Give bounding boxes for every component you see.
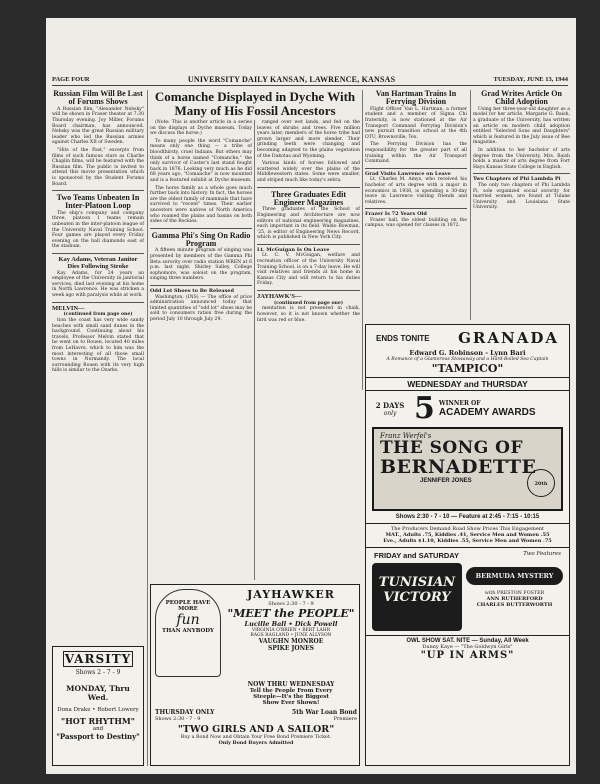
headline-gamma-phi: Gamma Phi's Sing On Radio Program bbox=[151, 230, 251, 249]
headline-mcguigan: Lt. McGuigan Is On Leave bbox=[257, 246, 330, 253]
article-text: ranged over wet lands, and fed on the leaves of shrubs and trees. Five million years later, members of the horse tribe had grown larger and more slender. Their grinding teeth were changing and becoming adapted to the plains vegetation of the Dakotas and Wyoming. bbox=[257, 120, 360, 159]
bond-note: Buy a Bond Now and Obtain Your Free Bond Premiere Ticket. bbox=[180, 735, 332, 740]
ends-tonite: ENDS TONITE bbox=[376, 333, 430, 343]
headline-russian-film: Russian Film Will Be Last of Forums Shows bbox=[53, 89, 143, 107]
masthead bbox=[52, 74, 568, 86]
bermuda-cast-2: ANN RUTHERFORD bbox=[486, 596, 543, 602]
film-bermuda: BERMUDA MYSTERY bbox=[466, 567, 563, 585]
varsity-name: VARSITY bbox=[64, 652, 132, 666]
features-row bbox=[366, 561, 569, 633]
film-title-b: BERNADETTE bbox=[380, 455, 537, 478]
tell-line-1: Tell the People From Every bbox=[249, 688, 333, 694]
price-mat: MAT., Adults .75, Kiddies .41, Service Men and Women .55 bbox=[385, 532, 550, 538]
varsity-film-1: "HOT RHYTHM" bbox=[61, 716, 135, 726]
thursday-shows: Shows 2:30 - 7 - 9 bbox=[155, 716, 201, 722]
owl-cast: Danny Kaye — "The Goldwyn Girls" bbox=[422, 644, 513, 650]
thursday-bond-premiere bbox=[155, 709, 357, 746]
film-up-in-arms: "UP IN ARMS" bbox=[420, 650, 515, 661]
article-text: Kay Adams, for 24 years an employee of the University in janitorial services, died last evening at his home in North Lawrence. He was stricken a week ago with paralysis while at work. bbox=[52, 270, 144, 299]
thursday-only: THURSDAY ONLY bbox=[155, 709, 215, 716]
headline-jayhawks: JAYHAWK'S— bbox=[257, 293, 302, 301]
film-tampico: "TAMPICO" bbox=[431, 362, 504, 375]
granada-name: GRANADA bbox=[458, 329, 559, 347]
headline-grad-writes: Grad Writes Article On Child Adoption bbox=[481, 89, 562, 107]
article-text: "Hits of the Past," excerpts from films of such famous stars as Charlie Chaplin films, will be featured with the Russian film. The public is invited to attend this movie presentation which is sponsored by the Student Forums Board. bbox=[52, 147, 144, 187]
now-text: NOW bbox=[247, 681, 266, 688]
jayhawker-cast-3: VAUGHN MONROE bbox=[258, 638, 324, 645]
awards-number: 5 bbox=[414, 391, 435, 426]
issue-date: TUESDAY, JUNE 13, 1944 bbox=[493, 76, 568, 83]
premiere: Premiere bbox=[333, 716, 357, 722]
varsity-shows: Shows 2 - 7 - 9 bbox=[75, 669, 121, 676]
film-title-a: THE SONG OF bbox=[380, 438, 524, 458]
headline-frazer: Frazer Is 72 Years Old bbox=[365, 211, 427, 218]
varsity-ad bbox=[52, 646, 144, 766]
article-text: Lt. Charles M. Amyx, who received his bachelor of arts degree with a major in economics in 1938, is spending a 30-day leave in Lawrence visiting friends and relatives. bbox=[365, 177, 467, 205]
granada-tagline: A Romance of a Glamorous Stowaway and a Hard-Boiled Sea Captain bbox=[386, 357, 549, 362]
tunisian-victory-panel bbox=[372, 563, 462, 631]
than-text: THAN ANYBODY bbox=[162, 628, 214, 634]
tell-line-2: Steeple—It's the Biggest bbox=[253, 694, 329, 700]
wed-text: WEDNESDAY bbox=[289, 681, 335, 688]
varsity-cast: Dona Drake • Robert Lowery bbox=[57, 707, 139, 713]
jayhawker-cast-2: RAGS RAGLAND • JUNE ALLYSON bbox=[250, 633, 332, 638]
article-text: Flight Officer Van L. Hartman, a former student and a member of Sigma Chi fraternity, is now stationed at the Air Transport Command Ferrying Division's new pursuit transition school at the 4th OTU, Brownsville, Tex. bbox=[365, 106, 467, 140]
studio-logo-icon: 20th bbox=[527, 469, 555, 497]
column-3 bbox=[257, 120, 360, 580]
thru-text: THRU bbox=[267, 681, 288, 688]
headline-van-hartman: Van Hartman Trains In Ferrying Division bbox=[375, 89, 457, 107]
paper-title: UNIVERSITY DAILY KANSAN, LAWRENCE, KANSAS bbox=[187, 75, 396, 84]
headline-grad-visits: Grad Visits Lawrence on Leave bbox=[365, 170, 451, 177]
article-text: To many people the word "Comanche" means only one thing — a tribe of bloodthirsty, cruel Indians. But others may think of a horse named "Comanche," the only survivor of Custer's last stand fought back in 1876. Looking very much as he did 68 years ago, "Comanche" is now mounted and is a featured exhibit at Dyche museum. bbox=[150, 138, 252, 183]
friday-saturday: FRIDAY and SATURDAY bbox=[374, 551, 460, 560]
headline-comanche: Comanche Displayed in Dyche With Many of His Fossil Ancestors bbox=[154, 89, 356, 118]
article-text: (Note: This is another article in a series on the displays at Dyche museum. Today we discuss the horse.) bbox=[150, 120, 252, 137]
varsity-days: MONDAY, Thru Wed. bbox=[66, 684, 130, 702]
film-meet-the-people: "MEET the PEOPLE" bbox=[227, 607, 355, 620]
price-note: The Producers Demand Road Show Prices This Engagement bbox=[366, 523, 569, 532]
bermuda-cast-3: CHARLES BUTTERWORTH bbox=[476, 602, 553, 608]
article-text: A Russian film, "Alexander Nebsky" will be shown in Fraser theater at 7:30 Thursday evening. Joy Miller, Forums Board chairman, has announced. Nebsky was the great Russian military leader who led the Russian armies against Charles XII of Sweden. bbox=[52, 106, 144, 146]
only-text: only bbox=[383, 410, 397, 417]
headline-kay-adams: Kay Adams, Veteran Janitor Dies Following Stroke bbox=[58, 256, 138, 270]
article-text: Three graduates of the School of Engineering and Architecture are now editors of national engineering magazines, each important in its field. Waldo Bowman, '25, is editor of Engineering News Record, which is published in New York City. bbox=[257, 207, 360, 241]
granada-shows: Shows 2:30 - 7 - 10 — Feature at 2:45 - 7:15 - 10:15 bbox=[395, 514, 540, 520]
fun-text: fun bbox=[176, 612, 200, 628]
article-text: The horse family as a whole goes much further back into history. In fact, the horses are the oldest family of mammals that have survived to "recent" times. Their earlier ancestors were natives of North America who roamed the plains and basins on both sides of the Rockies. bbox=[150, 185, 252, 225]
jayhawker-name: JAYHAWKER bbox=[247, 588, 335, 601]
jayhawker-now bbox=[241, 681, 341, 706]
headline-three-graduates: Three Graduates Edit Engineer Magazines bbox=[271, 189, 346, 207]
article-text: The ship's company and company three, platoon 1 teams remain unbeaten in the inter-platoon league of the University Naval Training School. Four games are played every Friday evening on the ball diamonds east of the stadium. bbox=[52, 210, 144, 250]
two-days: 2 DAYS bbox=[375, 401, 405, 410]
article-text: The only two chapters of Phi Lambda Pi, sole organized social sorority for married women, are found at Tulane University and Louisiana State University. bbox=[473, 182, 570, 211]
people-text: PEOPLE HAVE MORE bbox=[165, 600, 211, 612]
headline-melvin: MELVIN— bbox=[52, 304, 85, 312]
article-text: Lt. C. V. McGuigan, welfare and recreation officer of the University Naval Training School, is on a 7-day leave. He will visit relatives and friends at his home in Kansas City and will return to his duties Friday. bbox=[257, 253, 360, 287]
article-text: The Ferrying Division has the responsibility for the greater part of all training within the Air Transport Command. bbox=[365, 142, 467, 165]
winner-of: WINNER OF bbox=[438, 400, 481, 407]
page-number: PAGE FOUR bbox=[52, 76, 90, 83]
newspaper-page bbox=[46, 18, 576, 774]
tell-line-3: Show Ever Shown! bbox=[262, 700, 320, 706]
comanche-headline-block bbox=[150, 90, 360, 117]
price-eve: Eve., Adults $1.10, Kiddies .55, Service Men and Women .75 bbox=[383, 538, 552, 544]
headline-two-teams: Two Teams Unbeaten In Inter-Platoon Loop bbox=[56, 193, 140, 211]
headline-odd-lot: Odd Lot Shoes to Be Released bbox=[150, 288, 234, 295]
bond-only: Only Bond Buyers Admitted bbox=[218, 740, 294, 746]
article-text: In addition to her bachelor of arts degree from the University, Mrs. Baish holds a master of arts degree from Fort Hays Kansas State College in English. bbox=[473, 147, 570, 170]
varsity-and: and bbox=[92, 726, 104, 732]
film-tunisian: TUNISIAN bbox=[378, 575, 456, 590]
article-text: A fifteen minute program of singing was presented by members of the Gamma Phi Beta sorority over radio station WREN at 6 p.m. last night. Shirley Salley, College sophomore, was soloist on the program, singing three numbers. bbox=[150, 248, 252, 282]
author-credit: Franz Werfel's bbox=[380, 432, 432, 440]
continued-note: (continued from page one) bbox=[63, 312, 133, 318]
people-fun-panel bbox=[155, 589, 221, 677]
article-text: tion the coast has very wide sandy beaches with small sand dunes in the background. Continuing about his travels, Professor Melvin stated that he went on to Rouen, located 40 miles from LeHavre, which to him was the most interesting of all those small towns in Normandy. The local surrounding Rouen with its very high hills is similar to the Ozarks. bbox=[52, 318, 144, 374]
column-2 bbox=[150, 120, 252, 580]
wed-thu: WEDNESDAY and THURSDAY bbox=[366, 377, 569, 391]
owl-show: OWL SHOW SAT. NITE — Sunday, All Week bbox=[366, 635, 569, 644]
film-victory: VICTORY bbox=[383, 590, 451, 605]
jennifer-jones: JENNIFER JONES bbox=[420, 477, 472, 484]
article-text: Frazer hall, the oldest building on the campus, was opened for classes in 1872. bbox=[365, 217, 467, 229]
article-text: Using her three-year-old daughter as a model for her article, Margarie G. Baish, a graduate of the University, has written an article on modern child adoption entitled "Selected Sons and Daughters" which is featured in the July issue of Bee magazine. bbox=[473, 106, 570, 146]
jayhawker-cast-1: VIRGINIA O'BRIEN • BERT LAHR bbox=[251, 628, 331, 633]
jayhawker-stars: Lucille Ball • Dick Powell bbox=[244, 620, 338, 628]
varsity-film-2: "Passport to Destiny" bbox=[56, 732, 140, 741]
two-features: Two Features bbox=[523, 551, 561, 557]
article-text: mentation is not presented in chalk, however, so it is not known whether the bird was red or blue. bbox=[257, 306, 360, 323]
bermuda-panel bbox=[466, 563, 563, 631]
war-loan: 5th War Loan Bond bbox=[292, 709, 357, 716]
continued-note: (continued from page one) bbox=[274, 300, 343, 306]
column-5 bbox=[473, 90, 570, 320]
academy-awards: ACADEMY AWARDS bbox=[438, 407, 536, 418]
film-two-girls: "TWO GIRLS AND A SAILOR" bbox=[177, 724, 335, 735]
jayhawker-cast-4: SPIKE JONES bbox=[268, 645, 314, 652]
article-text: Washington, (INS) — The office of price administration announced today that limited quantities of "odd lot" shoes may be sold to consumers ration free during the period July 10 through July 29. bbox=[150, 294, 252, 322]
headline-phi-lambda: Two Chapters of Phi Lambda Pi bbox=[473, 176, 561, 183]
article-text: Various kinds of horses followed and scattered widely over the plains of the Middlewestern states. Some were smaller, and striped much like today's zebra. bbox=[257, 161, 360, 183]
bernadette-panel bbox=[372, 427, 563, 511]
jayhawker-main bbox=[225, 588, 357, 652]
jayhawker-ad bbox=[150, 584, 360, 766]
granada-ad bbox=[365, 324, 570, 766]
awards-row bbox=[366, 391, 569, 427]
granada-stars: Edward G. Robinson - Lynn Bari bbox=[409, 349, 526, 357]
jayhawker-shows: Shows 2:30 - 7 - 9 bbox=[268, 601, 314, 607]
bermuda-cast-1: with PRESTON FOSTER bbox=[484, 591, 545, 596]
